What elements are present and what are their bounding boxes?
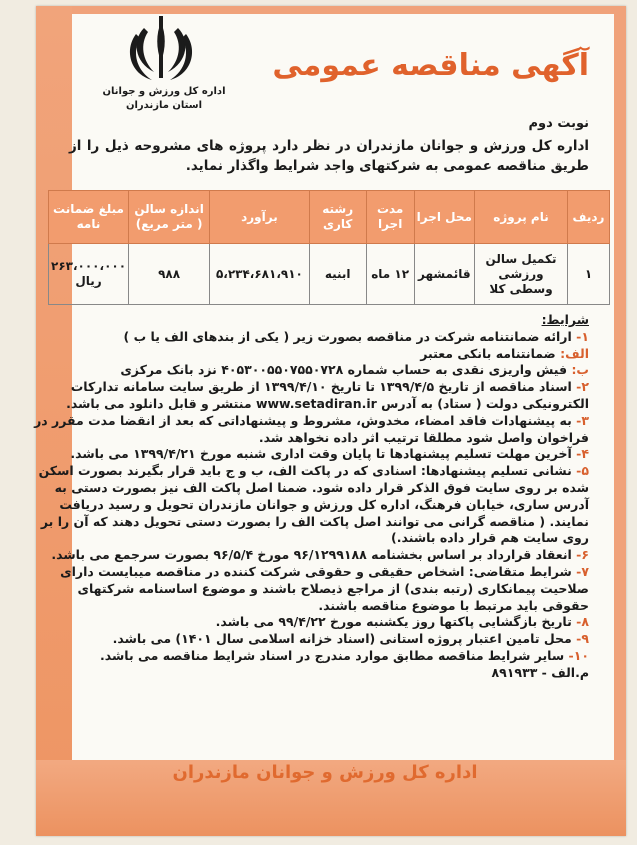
org-name-line2: استان مازندران	[125, 100, 203, 111]
terms-section	[29, 312, 589, 682]
term-number: ۵-	[576, 463, 589, 479]
term-number: الف:	[560, 345, 589, 361]
right-band	[614, 6, 626, 836]
round-label: نوبت دوم	[528, 116, 589, 131]
term-number: ۱-	[576, 328, 589, 344]
table-cell: ۱۲ ماه	[366, 244, 414, 305]
table-header: مبلغ ضمانت نامه	[49, 191, 129, 244]
term-text: فیش واریزی نقدی به حساب شماره ۴۰۵۳۰۰۵۵۰۷۵۵۰۷۲۸ نزد بانک مرکزی	[120, 362, 568, 378]
table-header-row	[49, 191, 610, 244]
table-cell: ۱	[567, 244, 609, 305]
term-text: انعقاد قرارداد بر اساس بخشنامه ۹۶/۱۲۹۹۱۸۸ مورخ ۹۶/۵/۴ بصورت سرجمع می باشد.	[51, 547, 572, 563]
term-text: به پیشنهادات فاقد امضاء، مخدوش، مشروط و پیشنهاداتی که بعد از انقضا مدت مقرر در فراخوان واصل شود مطلقا ترتیب اثر داده نخواهد شد.	[34, 412, 589, 445]
term-text: سایر شرایط مناقصه مطابق موارد مندرج در اسناد شرایط مناقصه می باشد.	[100, 647, 565, 663]
term-text: اسناد مناقصه از تاریخ ۱۳۹۹/۴/۵ تا تاریخ ۱۳۹۹/۴/۱۰ از طریق سایت سامانه تدارکات الکترونیکی دولت ( ستاد) به آدرس www.setadiran.ir منتشر و قابل دانلود می باشد.	[66, 379, 589, 411]
ad-title: آگهی مناقصه عمومی	[272, 48, 589, 83]
table-header: مدت اجرا	[366, 191, 414, 244]
term-number: ۶-	[576, 547, 589, 563]
term-number: ۳-	[576, 412, 589, 428]
term-item	[29, 564, 589, 614]
top-band	[36, 6, 626, 14]
project-table	[48, 190, 610, 305]
table-cell: تکمیل سالن ورزشی وسطی کلا	[475, 244, 568, 305]
term-text: ارائه ضمانتنامه شرکت در مناقصه بصورت زیر ( یکی از بندهای الف یا ب )	[123, 328, 572, 344]
term-number: ب:	[571, 362, 589, 378]
emblem-icon	[120, 14, 202, 88]
term-text: ضمانتنامه بانکی معتبر	[420, 345, 556, 361]
term-item	[29, 329, 589, 346]
term-item	[29, 362, 589, 379]
term-item	[29, 614, 589, 631]
table-header: نام پروژه	[475, 191, 568, 244]
term-number: ۸-	[576, 614, 589, 630]
term-number: ۴-	[576, 446, 589, 462]
term-item	[29, 648, 589, 665]
table-cell: ۲۶۳،۰۰۰،۰۰۰ ریال	[49, 244, 129, 305]
table-cell: ابنیه	[309, 244, 366, 305]
table-header: محل اجرا	[414, 191, 474, 244]
term-item	[29, 631, 589, 648]
org-name-line1: اداره کل ورزش و جوانان	[102, 86, 226, 97]
table-cell: ۹۸۸	[129, 244, 210, 305]
footer-org-name: اداره کل ورزش و جوانان مازندران	[172, 762, 478, 783]
term-item	[29, 446, 589, 463]
table-header: برآورد	[210, 191, 310, 244]
ad-code: م.الف - ۸۹۱۹۳۳	[491, 664, 589, 680]
term-item	[29, 379, 589, 413]
table-cell: ۵،۲۳۴،۶۸۱،۹۱۰	[210, 244, 310, 305]
table-row	[49, 244, 610, 305]
term-item	[29, 547, 589, 564]
table-cell: قائمشهر	[414, 244, 474, 305]
term-text: تاریخ بازگشایی پاکتها روز یکشنبه مورخ ۹۹/۴/۲۲ می باشد.	[215, 614, 572, 630]
table-header: اندازه سالن ( متر مربع)	[129, 191, 210, 244]
terms-heading: شرایط:	[541, 312, 589, 327]
term-number: ۷-	[576, 563, 589, 579]
term-number: ۱۰-	[568, 647, 589, 663]
term-number: ۹-	[576, 631, 589, 647]
term-item	[29, 346, 589, 363]
table-header: رشته کاری	[309, 191, 366, 244]
term-number: ۲-	[576, 379, 589, 395]
term-text: شرایط متقاضی: اشخاص حقیقی و حقوقی شرکت کننده در مناقصه میبایست دارای صلاحیت پیمانکاری (رتبه بندی) از مراجع ذیصلاح باشند و موضوع اساسنامه شرکتهای حقوقی باید مرتبط با موضوع مناقصه باشند.	[60, 563, 589, 613]
intro-paragraph: اداره کل ورزش و جوانان مازندران در نظر دارد پروژه های مشروحه ذیل را از طریق مناقصه عمومی به شرکتهای واجد شرایط واگذار نماید.	[69, 138, 589, 174]
term-text: آخرین مهلت تسلیم پیشنهادها تا پایان وقت اداری شنبه مورخ ۱۳۹۹/۴/۲۱ می باشد.	[70, 446, 572, 462]
term-text: نشانی تسلیم پیشنهادها: اسنادی که در پاکت الف، ب و ج باید قرار بگیرند بصورت اسکن شده بر روی سایت فوق الذکر قرار داده شود. ضمنا اصل پاکت الف نیز بصورت دستی به آدرس ساری، خیابان فرهنگ، اداره کل ورزش و جوانان مازندران تحویل و رسید دریافت نمایند. ( مناقصه گرانی می توانند اصل پاکت الف را بصورت دستی تحویل دهند که آن را بر روی سایت هم قرار داده باشند.)	[38, 463, 589, 546]
term-text: محل تامین اعتبار پروژه استانی (اسناد خزانه اسلامی سال ۱۴۰۱) می باشد.	[112, 631, 572, 647]
term-item	[29, 463, 589, 547]
term-item	[29, 413, 589, 447]
table-header: ردیف	[567, 191, 609, 244]
